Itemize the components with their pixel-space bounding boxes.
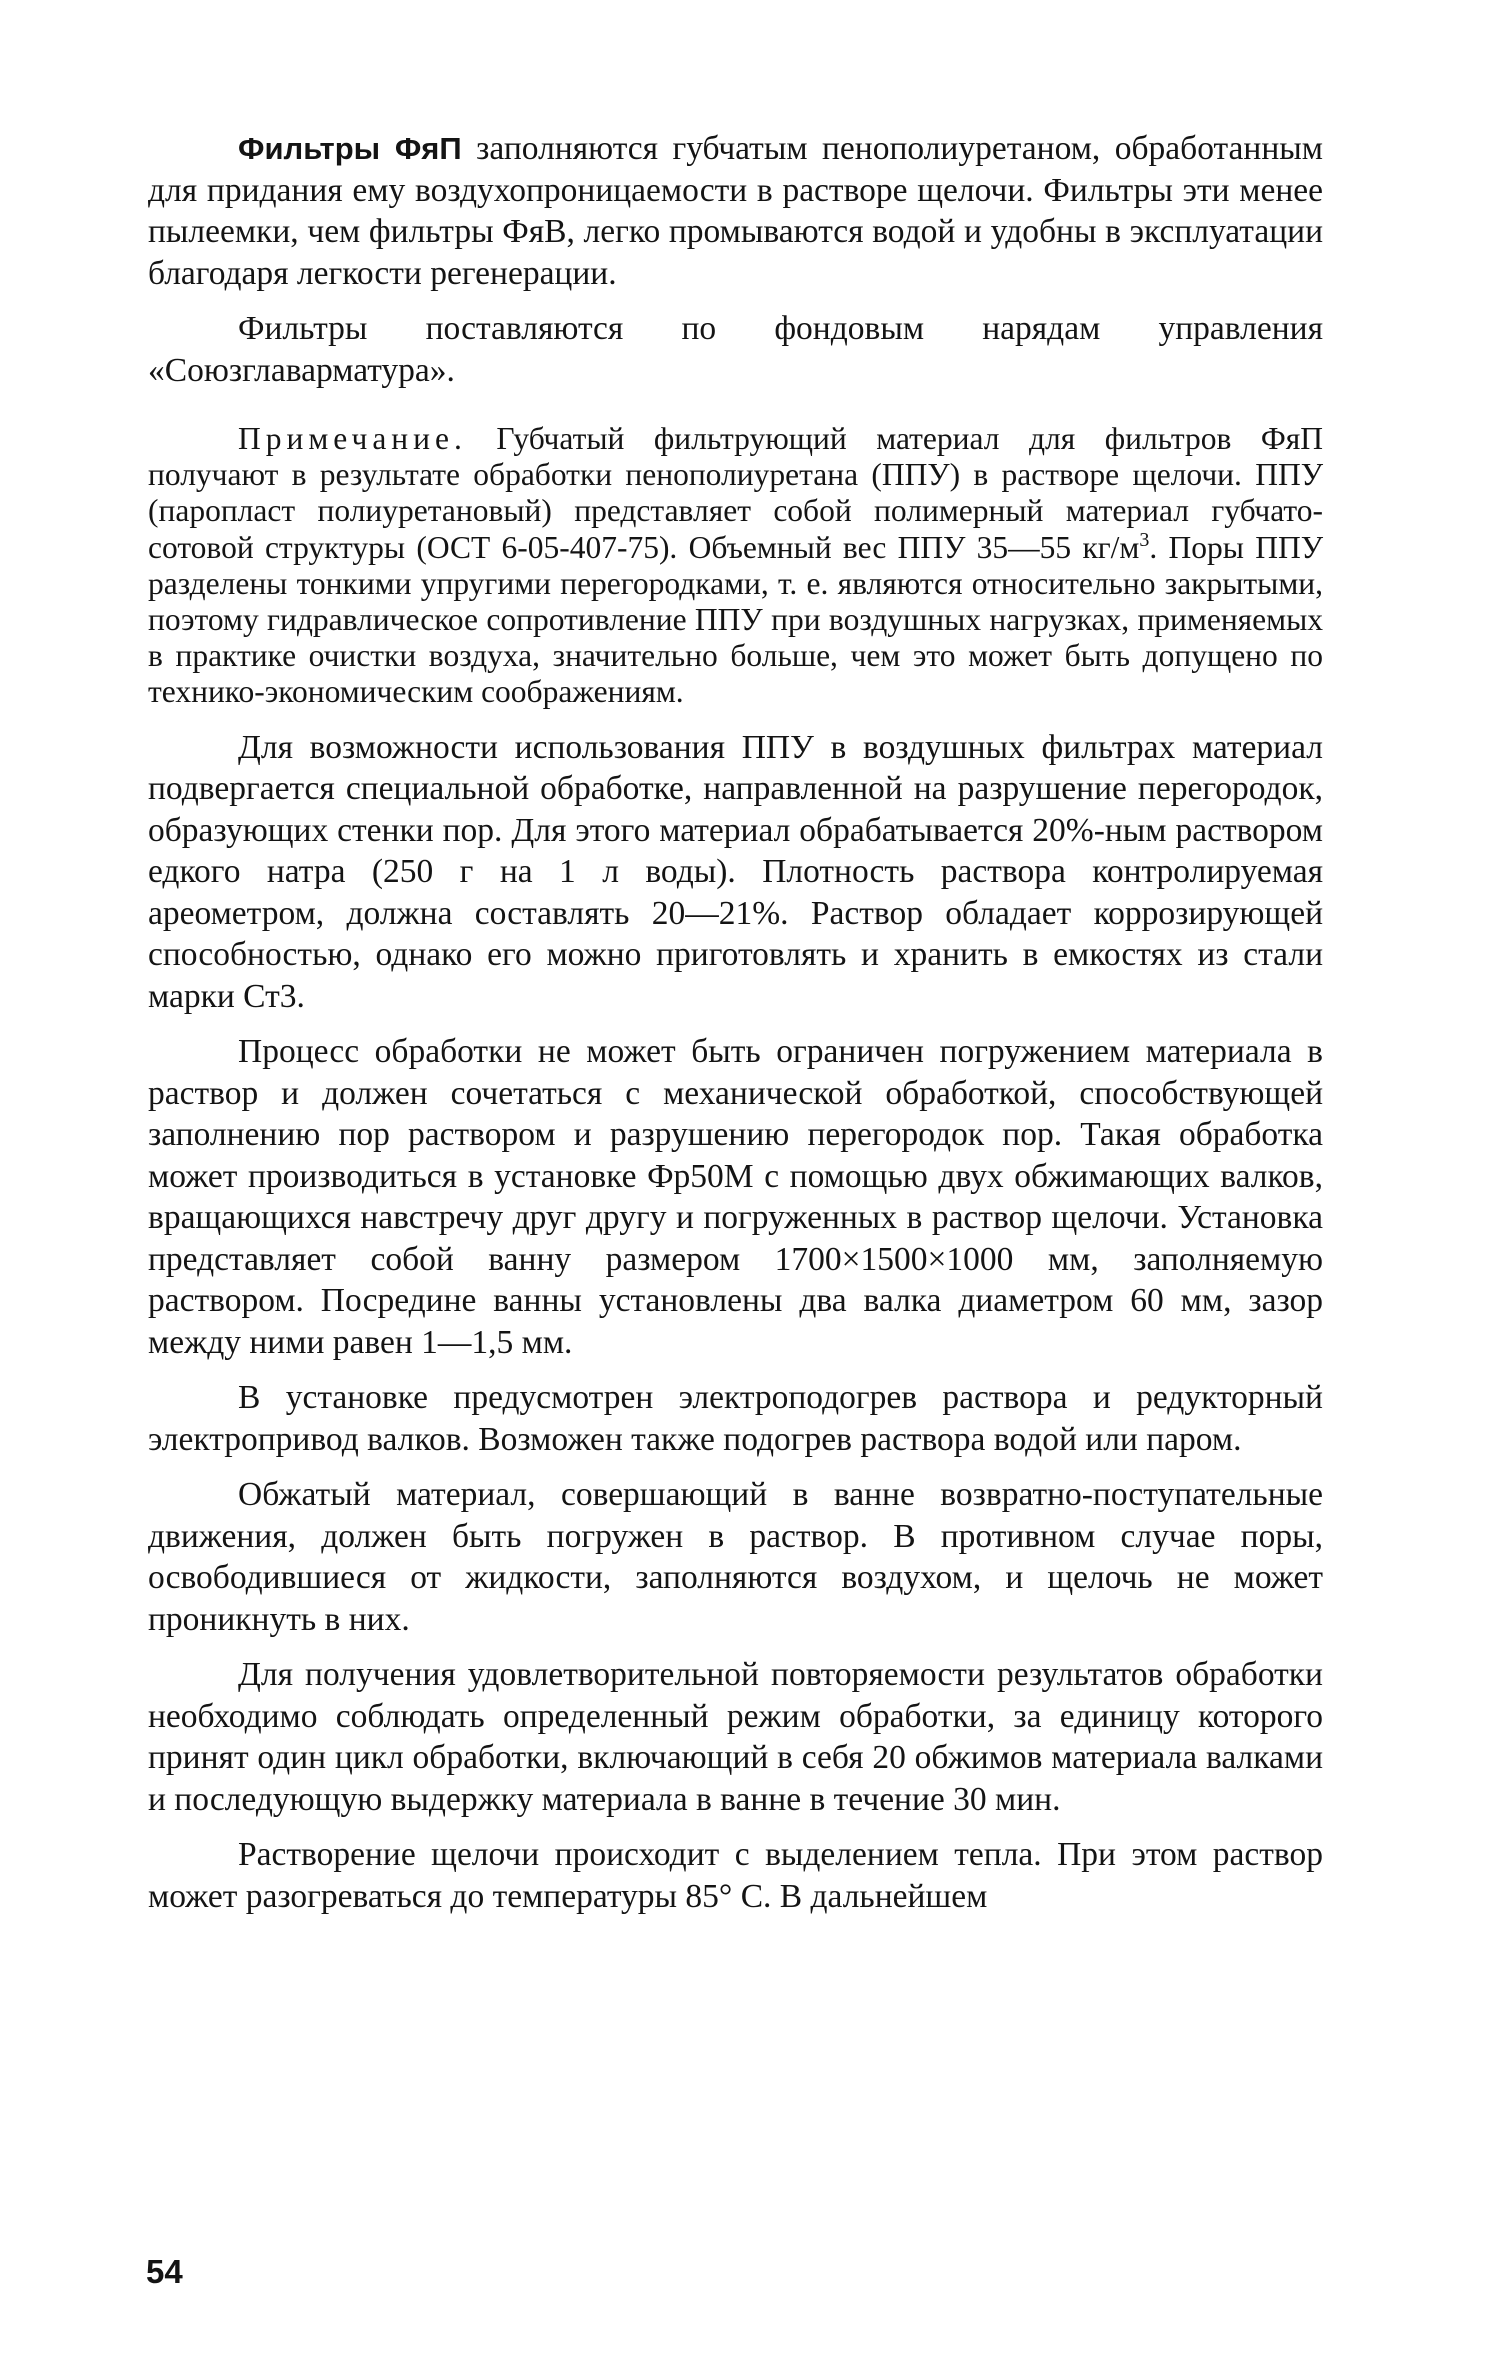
paragraph-text: Фильтры поставляются по фондовым нарядам управления «Союзглаварматура». [148, 310, 1323, 389]
paragraph-supply [148, 308, 1323, 391]
filter-name-heading: Фильтры ФяП [238, 131, 462, 166]
paragraph-processing-cycle: Для получения удовлетворительной повторяемости результатов обработки необходимо соблюдать определенный режим обработки, за единицу которого принят один цикл обработки, включающий в себя 20 обжимов материала валками и последующую выдержку материала в ванне в течение 30 мин. [148, 1656, 1323, 1818]
paragraph-alkali-dissolution: Растворение щелочи происходит с выделением тепла. При этом раствор может разогреваться до температуры 85° С. В дальнейшем [148, 1836, 1323, 1915]
paragraph-fyap-filters [148, 128, 1323, 294]
paragraph-compressed-material: Обжатый материал, совершающий в ванне возвратно-поступательные движения, должен быть погружен в раствор. В противном случае поры, освободившиеся от жидкости, заполняются воздухом, и щелочь не может проникнуть в них. [148, 1476, 1323, 1638]
paragraph-material-treatment: Для возможности использования ППУ в воздушных фильтрах материал подвергается специальной обработке, направленной на разрушение перегородок, образующих стенки пор. Для этого материал обрабатывается 20%-ным раствором едкого натра (250 г на 1 л воды). Плотность раствора контролируемая ареометром, должна составлять 20—21%. Раствор обладает коррозирующей способностью, однако его можно приготовлять и хранить в емкостях из стали марки Ст3. [148, 728, 1323, 1015]
paragraph-text: заполняются губчатым пенополиуретаном, обработанным для придания ему воздухопроницаемости в растворе щелочи. Фильтры эти менее пылеемки, чем фильтры ФяВ, легко промываются водой и удобны в эксплуатации благодаря легкости регенерации. [148, 130, 1323, 292]
note-label: Примечание. [238, 421, 467, 456]
paragraph-processing: Процесс обработки не может быть ограничен погружением материала в раствор и должен сочетаться с механической обработкой, способствующей заполнению пор раствором и разрушению перегородок пор. Такая обработка может производиться в установке Фр50М с помощью двух обжимающих валков, вращающихся навстречу друг другу и погруженных в раствор щелочи. Установка представляет собой ванну размером 1700×1500×1000 мм, заполняемую раствором. Посредине ванны установлены два валка диаметром 60 мм, зазор между ними равен 1—1,5 мм. [148, 1033, 1323, 1361]
note-text-part-1: Губчатый фильтрующий материал для фильтров ФяП получают в результате обработки пенополиуретана (ППУ) в растворе щелочи. ППУ (паропласт полиуретановый) представляет собой полимерный материал губчато-сотовой структуры (ОСТ 6-05-407-75). Объемный вес ППУ 35—55 кг/м [148, 421, 1323, 565]
page-number: 54 [146, 2253, 183, 2290]
note-paragraph [148, 421, 1323, 711]
note-text-part-2: . Поры ППУ разделены тонкими упругими перегородками, т. е. являются относительно закрытыми, поэтому гидравлическое сопротивление ППУ при воздушных нагрузках, применяемых в практике очистки воздуха, значительно больше, чем это может быть допущено по технико-экономическим соображениям. [148, 529, 1323, 710]
paragraph-installation-heating: В установке предусмотрен электроподогрев раствора и редукторный электропривод валков. Возможен также подогрев раствора водой или паром. [148, 1379, 1323, 1458]
note-superscript: 3 [1139, 528, 1150, 551]
page-body-text [148, 128, 1323, 1917]
